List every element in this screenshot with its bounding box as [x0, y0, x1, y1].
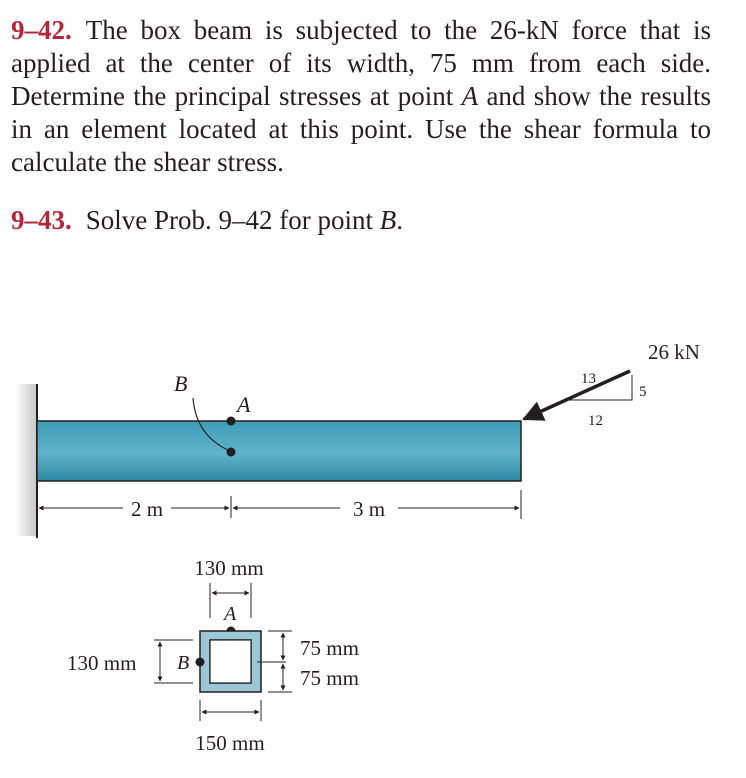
- problem-text-part: Solve Prob. 9–42 for point: [85, 205, 380, 235]
- problem-text-part: The box beam is subjected to the 26-kN force that is applied at the center of its width, 75 mm from each side. Determine the principal stresses at point: [11, 15, 711, 111]
- problem-text-part: and show the results in an element located at this point. Use the shear formula to calculate the shear stress.: [11, 81, 712, 177]
- section-point-a-label: A: [224, 603, 237, 625]
- point-label: A: [461, 81, 479, 111]
- problem-text-part: .: [396, 205, 403, 235]
- point-a-label: A: [237, 392, 251, 417]
- section-width-top-label: 130 mm: [194, 556, 264, 580]
- section-width-bottom-label: 150 mm: [195, 731, 265, 755]
- section-point-b-dot: [196, 658, 205, 667]
- point-label: B: [379, 205, 397, 235]
- slope-hyp-label: 13: [581, 371, 596, 387]
- box-inner-outline: [210, 640, 251, 683]
- slope-horiz-label: 12: [588, 413, 603, 429]
- point-a-dot: [227, 417, 236, 426]
- slope-vert-label: 5: [639, 384, 647, 400]
- force-arrow: [524, 371, 630, 419]
- dim-left-label: 2 m: [130, 497, 164, 521]
- point-b-label: B: [174, 371, 188, 396]
- point-b-dot: [227, 448, 236, 457]
- fixed-wall: [14, 384, 36, 536]
- force-label: 26 kN: [648, 340, 700, 364]
- section-lower-half-label: 75 mm: [300, 666, 359, 690]
- dim-right-label: 3 m: [352, 497, 386, 521]
- section-point-b-label: B: [177, 652, 190, 674]
- problem-number: 9–43.: [11, 205, 72, 235]
- section-height-left-label: 130 mm: [67, 651, 137, 675]
- beam: [37, 421, 521, 481]
- section-upper-half-label: 75 mm: [300, 636, 359, 660]
- problem-number: 9–42.: [11, 15, 72, 45]
